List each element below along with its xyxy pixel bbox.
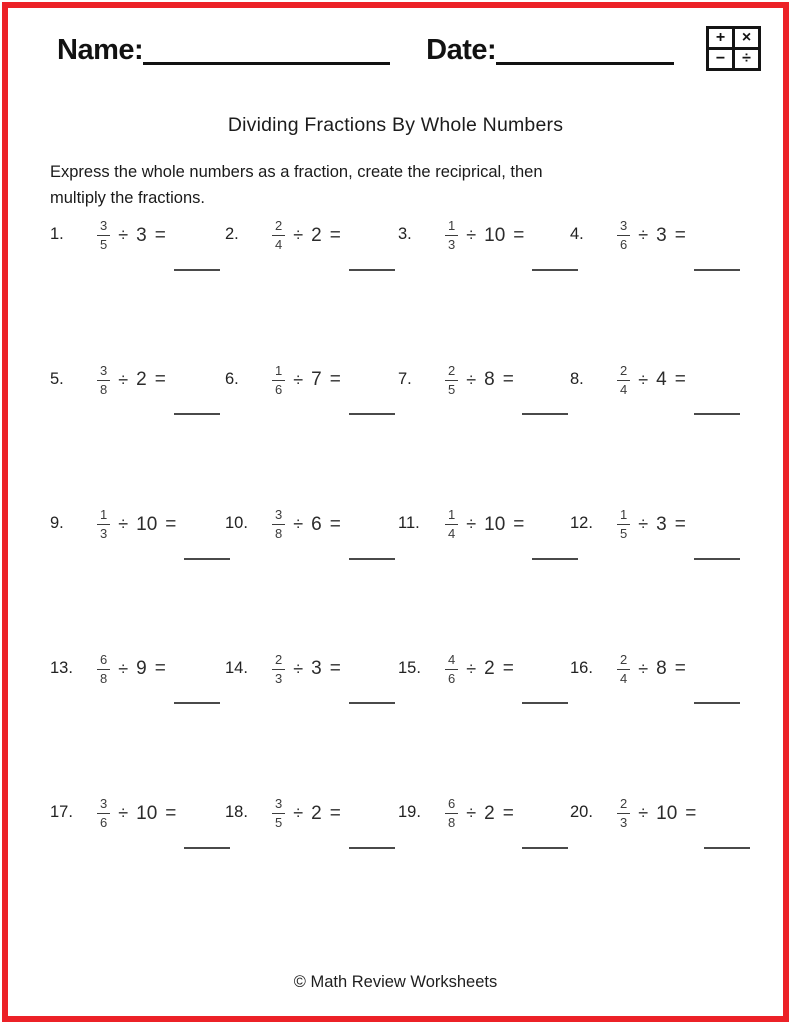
divide-operator: ÷ bbox=[118, 225, 129, 246]
problem-number: 5. bbox=[50, 369, 64, 388]
problem-expression bbox=[445, 363, 568, 399]
problem-expression bbox=[272, 652, 395, 688]
problem-expression bbox=[272, 218, 395, 254]
answer-blank[interactable] bbox=[349, 702, 395, 704]
divide-operator: ÷ bbox=[466, 803, 477, 824]
answer-blank[interactable] bbox=[694, 702, 740, 704]
divisor-number: 10 bbox=[136, 513, 158, 535]
divisor-number: 2 bbox=[136, 369, 147, 391]
divisor-number: 10 bbox=[136, 802, 158, 824]
instructions-line-2: multiply the fractions. bbox=[50, 189, 205, 207]
fraction-denominator: 8 bbox=[100, 381, 108, 397]
problem-number: 20. bbox=[570, 803, 593, 821]
fraction-denominator: 6 bbox=[275, 381, 283, 397]
divide-operator: ÷ bbox=[638, 803, 649, 824]
equals-sign: = bbox=[502, 369, 514, 391]
answer-blank[interactable] bbox=[522, 413, 568, 415]
divide-operator: ÷ bbox=[118, 514, 129, 535]
divide-operator: ÷ bbox=[638, 225, 649, 246]
answer-blank[interactable] bbox=[694, 558, 740, 560]
fraction-numerator: 1 bbox=[617, 507, 630, 525]
fraction bbox=[272, 507, 285, 543]
problem-expression bbox=[617, 652, 740, 688]
problem bbox=[50, 652, 225, 797]
problem bbox=[570, 652, 735, 797]
answer-blank[interactable] bbox=[522, 702, 568, 704]
fraction-numerator: 3 bbox=[97, 796, 110, 814]
divisor-number: 9 bbox=[136, 658, 147, 680]
fraction-numerator: 1 bbox=[97, 507, 110, 525]
fraction-numerator: 2 bbox=[445, 363, 458, 381]
answer-blank[interactable] bbox=[349, 413, 395, 415]
problem bbox=[398, 507, 570, 652]
problem-number: 4. bbox=[570, 225, 584, 243]
answer-blank[interactable] bbox=[184, 558, 230, 560]
fraction-numerator: 2 bbox=[272, 652, 285, 670]
problem-expression bbox=[445, 507, 578, 543]
problem bbox=[398, 652, 570, 797]
fraction bbox=[617, 218, 630, 254]
fraction bbox=[97, 652, 110, 688]
fraction-denominator: 8 bbox=[275, 526, 283, 542]
problem-number: 2. bbox=[225, 225, 239, 243]
fraction-denominator: 8 bbox=[448, 815, 456, 831]
fraction-numerator: 6 bbox=[97, 652, 110, 670]
problem-number: 3. bbox=[398, 225, 412, 243]
divide-icon: ÷ bbox=[735, 50, 758, 68]
answer-blank[interactable] bbox=[694, 413, 740, 415]
divide-operator: ÷ bbox=[466, 514, 477, 535]
equals-sign: = bbox=[329, 224, 341, 246]
fraction bbox=[272, 218, 285, 254]
problem-expression bbox=[617, 363, 740, 399]
fraction-denominator: 5 bbox=[620, 526, 628, 542]
fraction bbox=[97, 796, 110, 832]
fraction-numerator: 2 bbox=[617, 363, 630, 381]
fraction-numerator: 3 bbox=[272, 796, 285, 814]
equals-sign: = bbox=[154, 224, 166, 246]
divisor-number: 10 bbox=[484, 224, 506, 246]
fraction-denominator: 5 bbox=[275, 815, 283, 831]
problem bbox=[50, 363, 225, 508]
problem-expression bbox=[272, 796, 395, 832]
divisor-number: 4 bbox=[656, 369, 667, 391]
problem bbox=[398, 363, 570, 508]
fraction-denominator: 3 bbox=[275, 670, 283, 686]
answer-blank[interactable] bbox=[349, 847, 395, 849]
fraction-numerator: 3 bbox=[272, 507, 285, 525]
divisor-number: 2 bbox=[311, 224, 322, 246]
problem-expression bbox=[445, 652, 568, 688]
fraction bbox=[445, 652, 458, 688]
date-label: Date: bbox=[426, 34, 497, 66]
fraction bbox=[617, 363, 630, 399]
fraction-numerator: 2 bbox=[617, 796, 630, 814]
problems-grid bbox=[50, 218, 735, 941]
fraction-numerator: 4 bbox=[445, 652, 458, 670]
divisor-number: 2 bbox=[311, 802, 322, 824]
problem bbox=[50, 218, 225, 363]
equals-sign: = bbox=[685, 802, 697, 824]
problem-expression bbox=[97, 363, 220, 399]
divide-operator: ÷ bbox=[466, 225, 477, 246]
fraction-numerator: 6 bbox=[445, 796, 458, 814]
problem-number: 9. bbox=[50, 514, 64, 532]
divisor-number: 8 bbox=[484, 369, 495, 391]
problem-number: 12. bbox=[570, 514, 593, 532]
problem-expression bbox=[272, 507, 395, 543]
problem-number: 13. bbox=[50, 658, 73, 677]
divide-operator: ÷ bbox=[638, 514, 649, 535]
fraction-numerator: 1 bbox=[272, 363, 285, 381]
problem-number: 15. bbox=[398, 658, 421, 677]
problem-number: 11. bbox=[398, 514, 420, 532]
equals-sign: = bbox=[674, 224, 686, 246]
name-line[interactable] bbox=[143, 36, 390, 65]
problem-expression bbox=[445, 218, 578, 254]
equals-sign: = bbox=[165, 802, 177, 824]
divide-operator: ÷ bbox=[293, 225, 304, 246]
problem bbox=[570, 363, 735, 508]
fraction bbox=[97, 363, 110, 399]
fraction-numerator: 3 bbox=[617, 218, 630, 236]
answer-blank[interactable] bbox=[694, 269, 740, 271]
date-line[interactable] bbox=[496, 36, 674, 65]
fraction-denominator: 6 bbox=[620, 237, 628, 253]
equals-sign: = bbox=[329, 369, 341, 391]
equals-sign: = bbox=[674, 658, 686, 680]
problem-expression bbox=[272, 363, 395, 399]
math-operations-icon bbox=[706, 26, 761, 71]
fraction-denominator: 4 bbox=[620, 381, 628, 397]
problem bbox=[225, 652, 398, 797]
problem bbox=[570, 507, 735, 652]
divisor-number: 6 bbox=[311, 513, 322, 535]
fraction bbox=[445, 363, 458, 399]
equals-sign: = bbox=[329, 802, 341, 824]
fraction-denominator: 5 bbox=[448, 381, 456, 397]
answer-blank[interactable] bbox=[184, 847, 230, 849]
answer-blank[interactable] bbox=[174, 702, 220, 704]
equals-sign: = bbox=[154, 369, 166, 391]
divisor-number: 8 bbox=[656, 658, 667, 680]
problem-number: 8. bbox=[570, 369, 584, 388]
fraction-numerator: 2 bbox=[272, 218, 285, 236]
worksheet-header bbox=[57, 36, 696, 65]
problem-expression bbox=[617, 507, 740, 543]
problem bbox=[225, 796, 398, 941]
divisor-number: 2 bbox=[484, 802, 495, 824]
problem bbox=[225, 363, 398, 508]
instructions bbox=[50, 159, 543, 211]
minus-icon: − bbox=[709, 50, 732, 68]
fraction-denominator: 6 bbox=[100, 815, 108, 831]
fraction-denominator: 3 bbox=[620, 815, 628, 831]
problem bbox=[225, 218, 398, 363]
problem bbox=[50, 507, 225, 652]
problem-expression bbox=[617, 796, 750, 832]
equals-sign: = bbox=[513, 224, 525, 246]
divisor-number: 7 bbox=[311, 369, 322, 391]
equals-sign: = bbox=[513, 513, 525, 535]
problem bbox=[50, 796, 225, 941]
answer-blank[interactable] bbox=[349, 269, 395, 271]
problem-number: 10. bbox=[225, 514, 248, 532]
fraction-numerator: 1 bbox=[445, 218, 458, 236]
divisor-number: 3 bbox=[656, 513, 667, 535]
fraction-denominator: 5 bbox=[100, 237, 108, 253]
answer-blank[interactable] bbox=[174, 413, 220, 415]
problem-expression bbox=[97, 652, 220, 688]
fraction-denominator: 4 bbox=[620, 670, 628, 686]
equals-sign: = bbox=[674, 369, 686, 391]
problem-number: 7. bbox=[398, 369, 412, 388]
equals-sign: = bbox=[329, 658, 341, 680]
divisor-number: 3 bbox=[311, 658, 322, 680]
divide-operator: ÷ bbox=[466, 369, 477, 390]
divisor-number: 2 bbox=[484, 658, 495, 680]
fraction bbox=[617, 652, 630, 688]
multiply-icon: × bbox=[735, 29, 758, 47]
problem-expression bbox=[617, 218, 740, 254]
equals-sign: = bbox=[329, 513, 341, 535]
fraction bbox=[445, 218, 458, 254]
answer-blank[interactable] bbox=[704, 847, 750, 849]
problem bbox=[225, 507, 398, 652]
page-title: Dividing Fractions By Whole Numbers bbox=[227, 114, 564, 136]
fraction-denominator: 6 bbox=[448, 670, 456, 686]
answer-blank[interactable] bbox=[532, 558, 578, 560]
divide-operator: ÷ bbox=[293, 514, 304, 535]
problem-expression bbox=[97, 218, 220, 254]
divide-operator: ÷ bbox=[293, 658, 304, 679]
problem-number: 16. bbox=[570, 658, 593, 677]
problem-number: 18. bbox=[225, 803, 248, 821]
divide-operator: ÷ bbox=[638, 658, 649, 679]
name-label: Name: bbox=[57, 34, 144, 66]
equals-sign: = bbox=[165, 513, 177, 535]
fraction bbox=[445, 507, 458, 543]
problem-number: 1. bbox=[50, 225, 64, 243]
problem-expression bbox=[445, 796, 568, 832]
problem-number: 6. bbox=[225, 369, 239, 388]
fraction-denominator: 8 bbox=[100, 670, 108, 686]
divide-operator: ÷ bbox=[293, 369, 304, 390]
fraction-denominator: 4 bbox=[448, 526, 456, 542]
answer-blank[interactable] bbox=[174, 269, 220, 271]
problem-expression bbox=[97, 796, 230, 832]
fraction bbox=[272, 363, 285, 399]
equals-sign: = bbox=[502, 802, 514, 824]
fraction-numerator: 2 bbox=[617, 652, 630, 670]
fraction bbox=[272, 796, 285, 832]
problem-number: 14. bbox=[225, 658, 248, 677]
problem bbox=[398, 796, 570, 941]
answer-blank[interactable] bbox=[349, 558, 395, 560]
fraction-denominator: 4 bbox=[275, 237, 283, 253]
fraction bbox=[272, 652, 285, 688]
equals-sign: = bbox=[154, 658, 166, 680]
problem bbox=[398, 218, 570, 363]
fraction bbox=[97, 218, 110, 254]
divide-operator: ÷ bbox=[118, 803, 129, 824]
plus-icon: + bbox=[709, 29, 732, 47]
divide-operator: ÷ bbox=[118, 658, 129, 679]
divisor-number: 10 bbox=[656, 802, 678, 824]
fraction bbox=[97, 507, 110, 543]
fraction bbox=[445, 796, 458, 832]
problem-expression bbox=[97, 507, 230, 543]
problem bbox=[570, 796, 735, 941]
divide-operator: ÷ bbox=[293, 803, 304, 824]
fraction-numerator: 3 bbox=[97, 363, 110, 381]
divisor-number: 3 bbox=[136, 224, 147, 246]
divisor-number: 10 bbox=[484, 513, 506, 535]
fraction-denominator: 3 bbox=[100, 526, 108, 542]
fraction-denominator: 3 bbox=[448, 237, 456, 253]
fraction-numerator: 3 bbox=[97, 218, 110, 236]
fraction-numerator: 1 bbox=[445, 507, 458, 525]
instructions-line-1: Express the whole numbers as a fraction, create the reciprical, then bbox=[50, 163, 543, 181]
divide-operator: ÷ bbox=[466, 658, 477, 679]
answer-blank[interactable] bbox=[522, 847, 568, 849]
footer-credit: © Math Review Worksheets bbox=[293, 973, 498, 991]
problem-number: 19. bbox=[398, 803, 421, 821]
divide-operator: ÷ bbox=[118, 369, 129, 390]
fraction bbox=[617, 796, 630, 832]
equals-sign: = bbox=[674, 513, 686, 535]
divide-operator: ÷ bbox=[638, 369, 649, 390]
problem bbox=[570, 218, 735, 363]
divisor-number: 3 bbox=[656, 224, 667, 246]
answer-blank[interactable] bbox=[532, 269, 578, 271]
equals-sign: = bbox=[502, 658, 514, 680]
fraction bbox=[617, 507, 630, 543]
problem-number: 17. bbox=[50, 803, 73, 821]
